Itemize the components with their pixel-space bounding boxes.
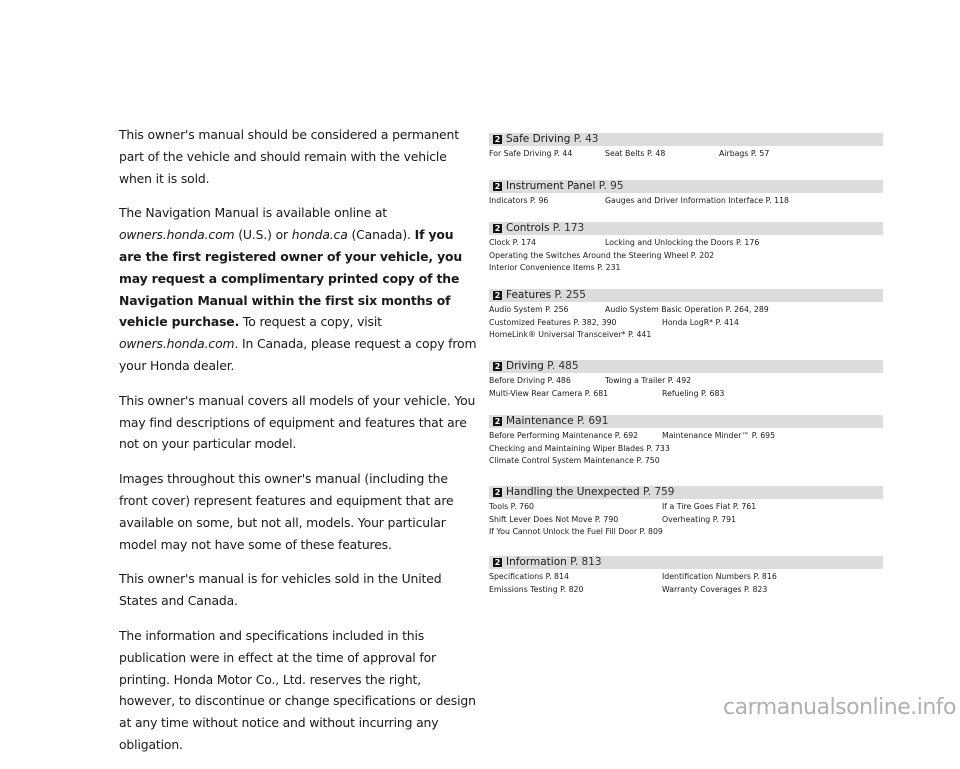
link-item[interactable]: Interior Convenience Items P. 231 xyxy=(489,263,621,273)
link-item[interactable]: Warranty Coverages P. 823 xyxy=(662,584,768,594)
arrow-icon: 2 xyxy=(494,224,501,233)
contents-index xyxy=(489,133,883,602)
link-item[interactable]: Audio System P. 256 xyxy=(489,305,569,314)
link-item[interactable]: Gauges and Driver Information Interface P. 118 xyxy=(605,196,789,205)
section-header[interactable]: 2 Maintenance P. 691 xyxy=(489,415,883,428)
link-item[interactable]: Climate Control System Maintenance P. 750 xyxy=(489,456,660,466)
link-item[interactable]: Indicators P. 96 xyxy=(489,196,549,205)
arrow-icon: 2 xyxy=(494,135,501,144)
arrow-icon: 2 xyxy=(494,558,501,567)
list-item xyxy=(489,584,883,597)
section-header[interactable]: 2 Handling the Unexpected P. 759 xyxy=(489,486,883,499)
watermark: carmanualsonline.info xyxy=(723,695,956,720)
list-item xyxy=(489,375,883,388)
intro-paragraph-3: This owner's manual covers all models of your vehicle. You may find descriptions of equipment and features that are not on your particular model. xyxy=(119,392,476,452)
link-item[interactable]: Multi-View Rear Camera P. 681 xyxy=(489,388,609,398)
list-item xyxy=(489,250,883,263)
list-item xyxy=(489,514,883,527)
intro-paragraph-6: The information and specifications included in this publication were in effect at the time of approval for printing. Honda Motor Co., Ltd. reserves the right, however, to discontinue or change specifications or design at any time without notice and without incurring any obligation. xyxy=(119,627,476,752)
link-item[interactable]: Customized Features P. 382, 390 xyxy=(489,317,617,327)
list-item xyxy=(489,195,883,208)
list-item xyxy=(489,304,883,317)
list-item xyxy=(489,388,883,401)
arrow-icon: 2 xyxy=(494,417,501,426)
arrow-icon: 2 xyxy=(494,362,501,371)
section-controls xyxy=(489,222,883,289)
link-item[interactable]: Clock P. 174 xyxy=(489,238,536,247)
intro-paragraph-2: The Navigation Manual is available online at owners.honda.com (U.S.) or honda.ca (Canada). If you are the first registered owner of your vehicle, you may request a complimentary printed copy of the Navigation Manual within the first six months of vehicle purchase. To request a copy, visit owners.honda.com. In Canada, please request a copy from your Honda dealer. xyxy=(119,205,477,373)
link-item[interactable]: Locking and Unlocking the Doors P. 176 xyxy=(605,238,760,247)
section-driving xyxy=(489,360,883,415)
section-features xyxy=(489,289,883,360)
link-item[interactable]: Airbags P. 57 xyxy=(719,149,770,158)
intro-paragraph-1: This owner's manual should be considered a permanent part of the vehicle and should remain with the vehicle when it is sold. xyxy=(119,127,459,186)
section-header[interactable]: 2 Information P. 813 xyxy=(489,556,883,569)
list-item xyxy=(489,571,883,584)
list-item xyxy=(489,262,883,275)
arrow-icon: 2 xyxy=(494,488,501,497)
section-instrument-panel xyxy=(489,180,883,222)
list-item xyxy=(489,237,883,250)
owners-honda-link-2[interactable]: owners.honda.com xyxy=(119,336,235,352)
arrow-icon: 2 xyxy=(494,291,501,300)
section-header[interactable]: 2 Driving P. 485 xyxy=(489,360,883,373)
link-item[interactable]: Maintenance Minder™ P. 695 xyxy=(662,431,776,440)
intro-paragraph-4: Images throughout this owner's manual (including the front cover) represent features and equipment that are available on some, but not all, models. Your particular model may not have some of these features. xyxy=(119,471,454,552)
link-item[interactable]: If a Tire Goes Flat P. 761 xyxy=(662,502,757,511)
link-item[interactable]: Towing a Trailer P. 492 xyxy=(605,376,692,385)
intro-paragraph-5: This owner's manual is for vehicles sold in the United States and Canada. xyxy=(119,571,442,609)
list-item xyxy=(489,329,883,342)
link-item[interactable]: If You Cannot Unlock the Fuel Fill Door P. 809 xyxy=(489,527,663,537)
link-item[interactable]: Tools P. 760 xyxy=(489,502,535,511)
section-header[interactable]: 2 Controls P. 173 xyxy=(489,222,883,235)
link-item[interactable]: Seat Belts P. 48 xyxy=(605,149,666,158)
section-information xyxy=(489,556,883,602)
section-handling-the-unexpected xyxy=(489,486,883,556)
link-item[interactable]: Before Driving P. 486 xyxy=(489,376,571,385)
link-item[interactable]: Identification Numbers P. 816 xyxy=(662,572,777,581)
section-maintenance xyxy=(489,415,883,486)
link-item[interactable]: Refueling P. 683 xyxy=(662,388,725,398)
link-item[interactable]: For Safe Driving P. 44 xyxy=(489,149,573,158)
link-item[interactable]: Operating the Switches Around the Steering Wheel P. 202 xyxy=(489,250,715,260)
link-item[interactable]: Shift Lever Does Not Move P. 790 xyxy=(489,514,619,524)
list-item xyxy=(489,430,883,443)
arrow-icon: 2 xyxy=(494,182,501,191)
link-item[interactable]: Checking and Maintaining Wiper Blades P. 733 xyxy=(489,443,670,453)
link-item[interactable]: Specifications P. 814 xyxy=(489,572,569,581)
section-header[interactable]: 2 Safe Driving P. 43 xyxy=(489,133,883,146)
link-item[interactable]: Before Performing Maintenance P. 692 xyxy=(489,431,639,440)
link-item[interactable]: Honda LogR* P. 414 xyxy=(662,317,739,327)
list-item xyxy=(489,455,883,468)
link-item[interactable]: Emissions Testing P. 820 xyxy=(489,584,584,594)
section-header[interactable]: 2 Instrument Panel P. 95 xyxy=(489,180,883,193)
list-item xyxy=(489,526,883,539)
section-header[interactable]: 2 Features P. 255 xyxy=(489,289,883,302)
list-item xyxy=(489,443,883,456)
link-item[interactable]: HomeLink® Universal Transceiver* P. 441 xyxy=(489,330,652,340)
list-item xyxy=(489,501,883,514)
intro-text xyxy=(119,124,477,769)
owners-honda-link[interactable]: owners.honda.com xyxy=(119,227,235,243)
section-safe-driving xyxy=(489,133,883,180)
honda-ca-link[interactable]: honda.ca xyxy=(291,227,348,243)
link-item[interactable]: Audio System Basic Operation P. 264, 289 xyxy=(605,305,769,314)
link-item[interactable]: Overheating P. 791 xyxy=(662,514,737,524)
list-item xyxy=(489,148,883,161)
list-item xyxy=(489,317,883,330)
